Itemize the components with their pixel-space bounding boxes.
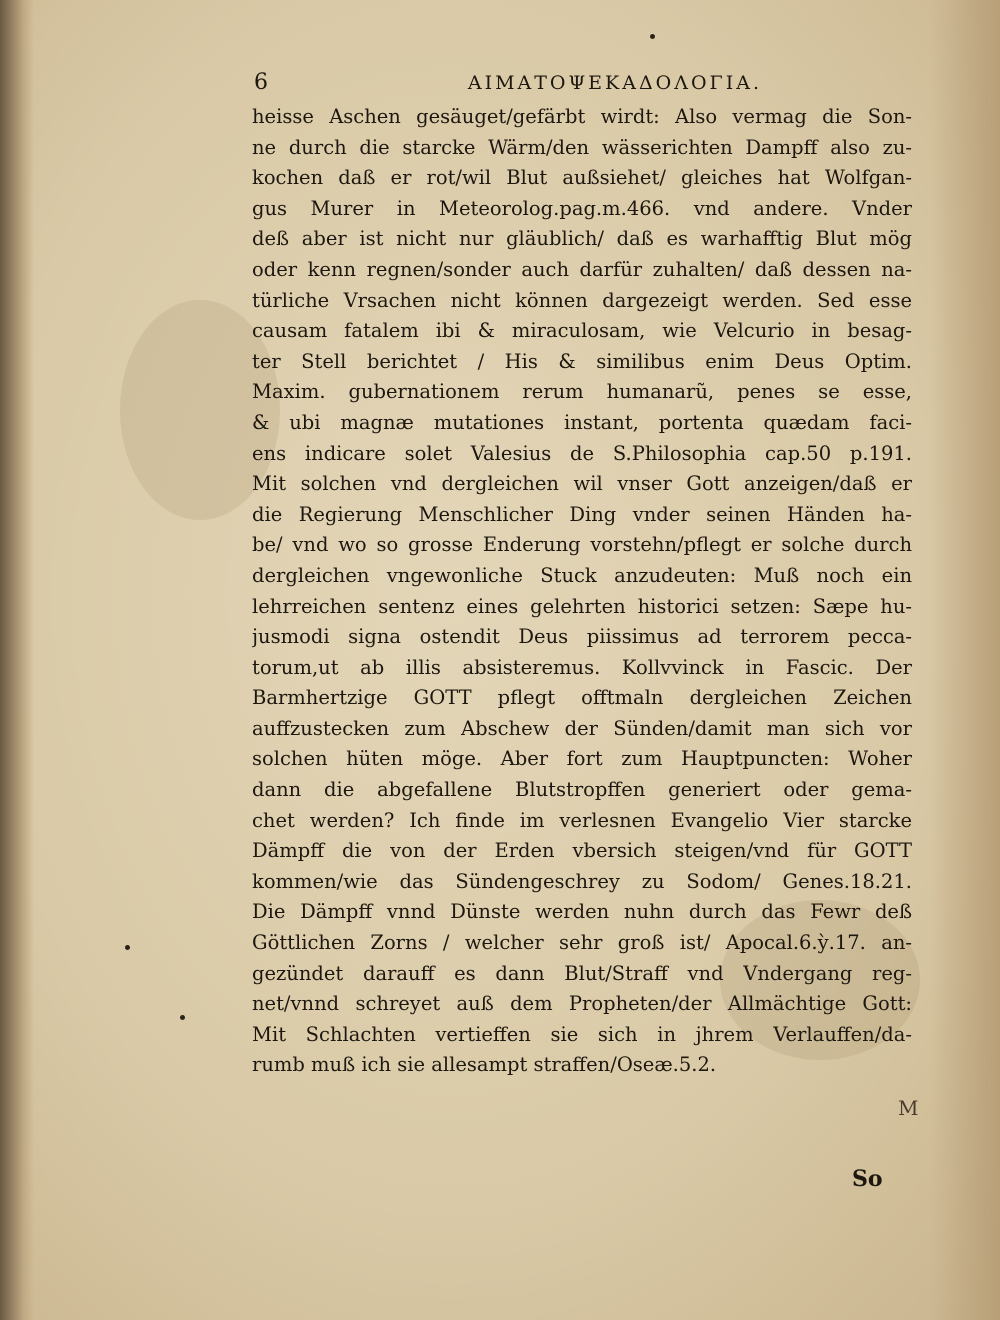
text-line: ens indicare solet Valesius de S.Philosophia cap.50 p.191.: [252, 441, 912, 465]
text-line: Dämpff die von der Erden vbersich steigen/vnd für GOTT: [252, 839, 912, 863]
text-line: torum,ut ab illis absisteremus. Kollvvinck in Fascic. Der: [252, 655, 912, 679]
text-line: Barmhertzige GOTT pflegt offtmaln dergleichen Zeichen: [252, 686, 912, 710]
text-line: & ubi magnæ mutationes instant, portenta quædam faci-: [252, 410, 912, 434]
ink-dot: [180, 1015, 185, 1020]
text-line: solchen hüten möge. Aber fort zum Hauptpuncten: Woher: [252, 747, 912, 771]
ink-dot: [125, 945, 130, 950]
text-line: ne durch die starcke Wärm/den wässerichten Dampff also zu-: [252, 135, 912, 159]
text-line: Die Dämpff vnnd Dünste werden nuhn durch das Fewr deß: [252, 900, 912, 924]
text-line: net/vnnd schreyet auß dem Propheten/der Allmächtige Gott:: [252, 992, 912, 1016]
page-gutter-shadow: [0, 0, 34, 1320]
text-line: causam fatalem ibi & miraculosam, wie Velcurio in besag-: [252, 319, 912, 343]
text-line: rumb muß ich sie allesampt straffen/Oseæ.5.2.: [252, 1053, 717, 1077]
text-line: türliche Vrsachen nicht können dargezeigt werden. Sed esse: [252, 288, 912, 312]
catchword: So: [852, 1166, 883, 1192]
running-title: ΑΙΜΑΤΟΨΕΚΑΔΟΛΟΓΙΑ.: [467, 72, 762, 94]
text-line: heisse Aschen gesäuget/gefärbt wirdt: Also vermag die Son-: [252, 105, 912, 128]
text-lines: [252, 102, 912, 1081]
text-line: chet werden? Ich finde im verlesnen Evangelio Vier starcke: [252, 808, 912, 832]
text-line: die Regierung Menschlicher Ding vnder seinen Händen ha-: [252, 502, 912, 526]
text-line: Mit Schlachten vertieffen sie sich in jhrem Verlauffen/da-: [252, 1022, 912, 1046]
text-line: oder kenn regnen/sonder auch darfür zuhalten/ daß dessen na-: [252, 257, 912, 281]
text-line: kommen/wie das Sündengeschrey zu Sodom/ Genes.18.21.: [252, 869, 912, 893]
text-line: be/ vnd wo so grosse Enderung vorstehn/pflegt er solche durch: [252, 533, 912, 557]
text-line: auffzustecken zum Abschew der Sünden/damit man sich vor: [252, 716, 912, 740]
ink-dot: [650, 34, 655, 39]
page-edge-tint: [930, 0, 1000, 1320]
page-text: [252, 70, 912, 1081]
text-line: dergleichen vngewonliche Stuck anzudeuten: Muß noch ein: [252, 563, 912, 587]
text-line: gus Murer in Meteorolog.pag.m.466. vnd andere. Vnder: [252, 196, 912, 220]
text-line: jusmodi signa ostendit Deus piissimus ad terrorem pecca-: [252, 625, 912, 649]
text-line: kochen daß er rot/wil Blut außsiehet/ gleiches hat Wolfgan-: [252, 166, 912, 190]
text-line: ter Stell berichtet / His & similibus enim Deus Optim.: [252, 349, 912, 373]
text-line: deß aber ist nicht nur gläublich/ daß es warhafftig Blut mög: [252, 227, 912, 251]
text-line: Maxim. gubernationem rerum humanarũ, penes se esse,: [252, 380, 912, 404]
text-line: dann die abgefallene Blutstropffen generiert oder gema-: [252, 778, 912, 802]
margin-mark: M: [898, 1096, 919, 1120]
text-line: lehrreichen sentenz eines gelehrten historici setzen: Sæpe hu-: [252, 594, 912, 618]
page-number: 6: [254, 70, 268, 95]
text-line: Mit solchen vnd dergleichen wil vnser Gott anzeigen/daß er: [252, 472, 912, 496]
text-line: gezündet darauff es dann Blut/Straff vnd Vndergang reg-: [252, 961, 912, 985]
page-header: [252, 70, 912, 102]
text-line: Göttlichen Zorns / welcher sehr groß ist/ Apocal.6.ỳ.17. an-: [252, 931, 912, 955]
